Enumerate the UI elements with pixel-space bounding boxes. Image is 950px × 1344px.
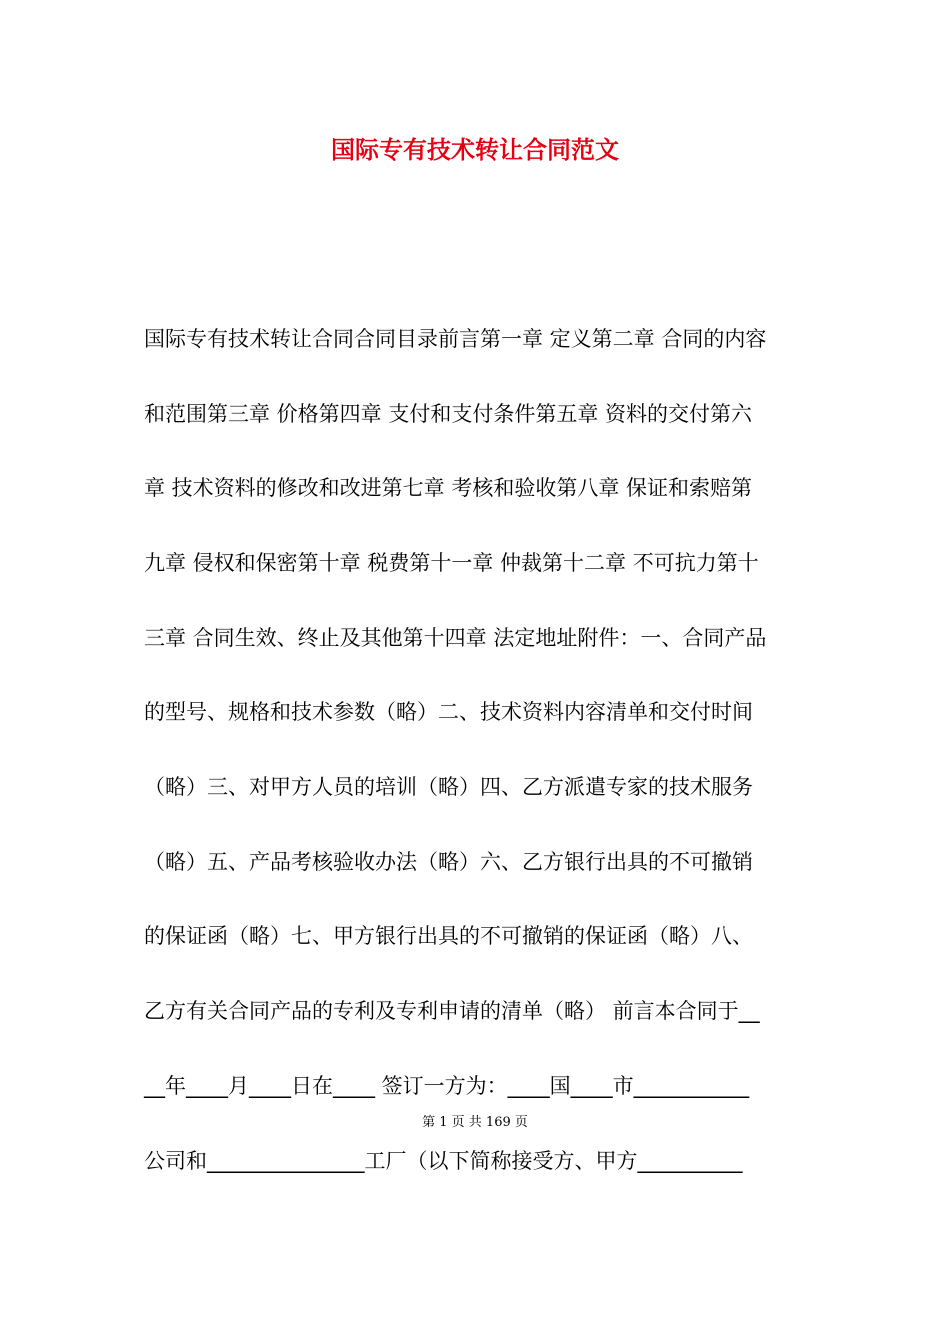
body-line: 三章 合同生效、终止及其他第十四章 法定地址附件：一、合同产品 [144,626,767,650]
body-line: 公司和_______________工厂（以下简称接受方、甲方__________ [144,1149,743,1173]
document-title: 国际专有技术转让合同范文 [331,136,619,164]
body-line: 乙方有关合同产品的专利及专利申请的清单（略） 前言本合同于__ [144,999,760,1023]
body-line: 国际专有技术转让合同合同目录前言第一章 定义第二章 合同的内容 [144,327,767,351]
body-line: （略）五、产品考核验收办法（略）六、乙方银行出具的不可撤销 [144,850,753,874]
body-line: 的型号、规格和技术参数（略）二、技术资料内容清单和交付时间 [144,700,753,724]
body-line: 九章 侵权和保密第十章 税费第十一章 仲裁第十二章 不可抗力第十 [144,551,759,575]
page-number-footer [0,1113,950,1133]
page-number-label: 第 1 页 共 169 页 [422,1115,528,1130]
body-line: __年____月____日在____ 签订一方为：____国____市___________ [144,1074,750,1098]
body-line: 和范围第三章 价格第四章 支付和支付条件第五章 资料的交付第六 [144,402,753,426]
body-line: （略）三、对甲方人员的培训（略）四、乙方派遣专家的技术服务 [144,775,753,799]
body-line: 章 技术资料的修改和改进第七章 考核和验收第八章 保证和索赔第 [144,476,753,500]
body-line: 的保证函（略）七、甲方银行出具的不可撤销的保证函（略）八、 [144,924,753,948]
